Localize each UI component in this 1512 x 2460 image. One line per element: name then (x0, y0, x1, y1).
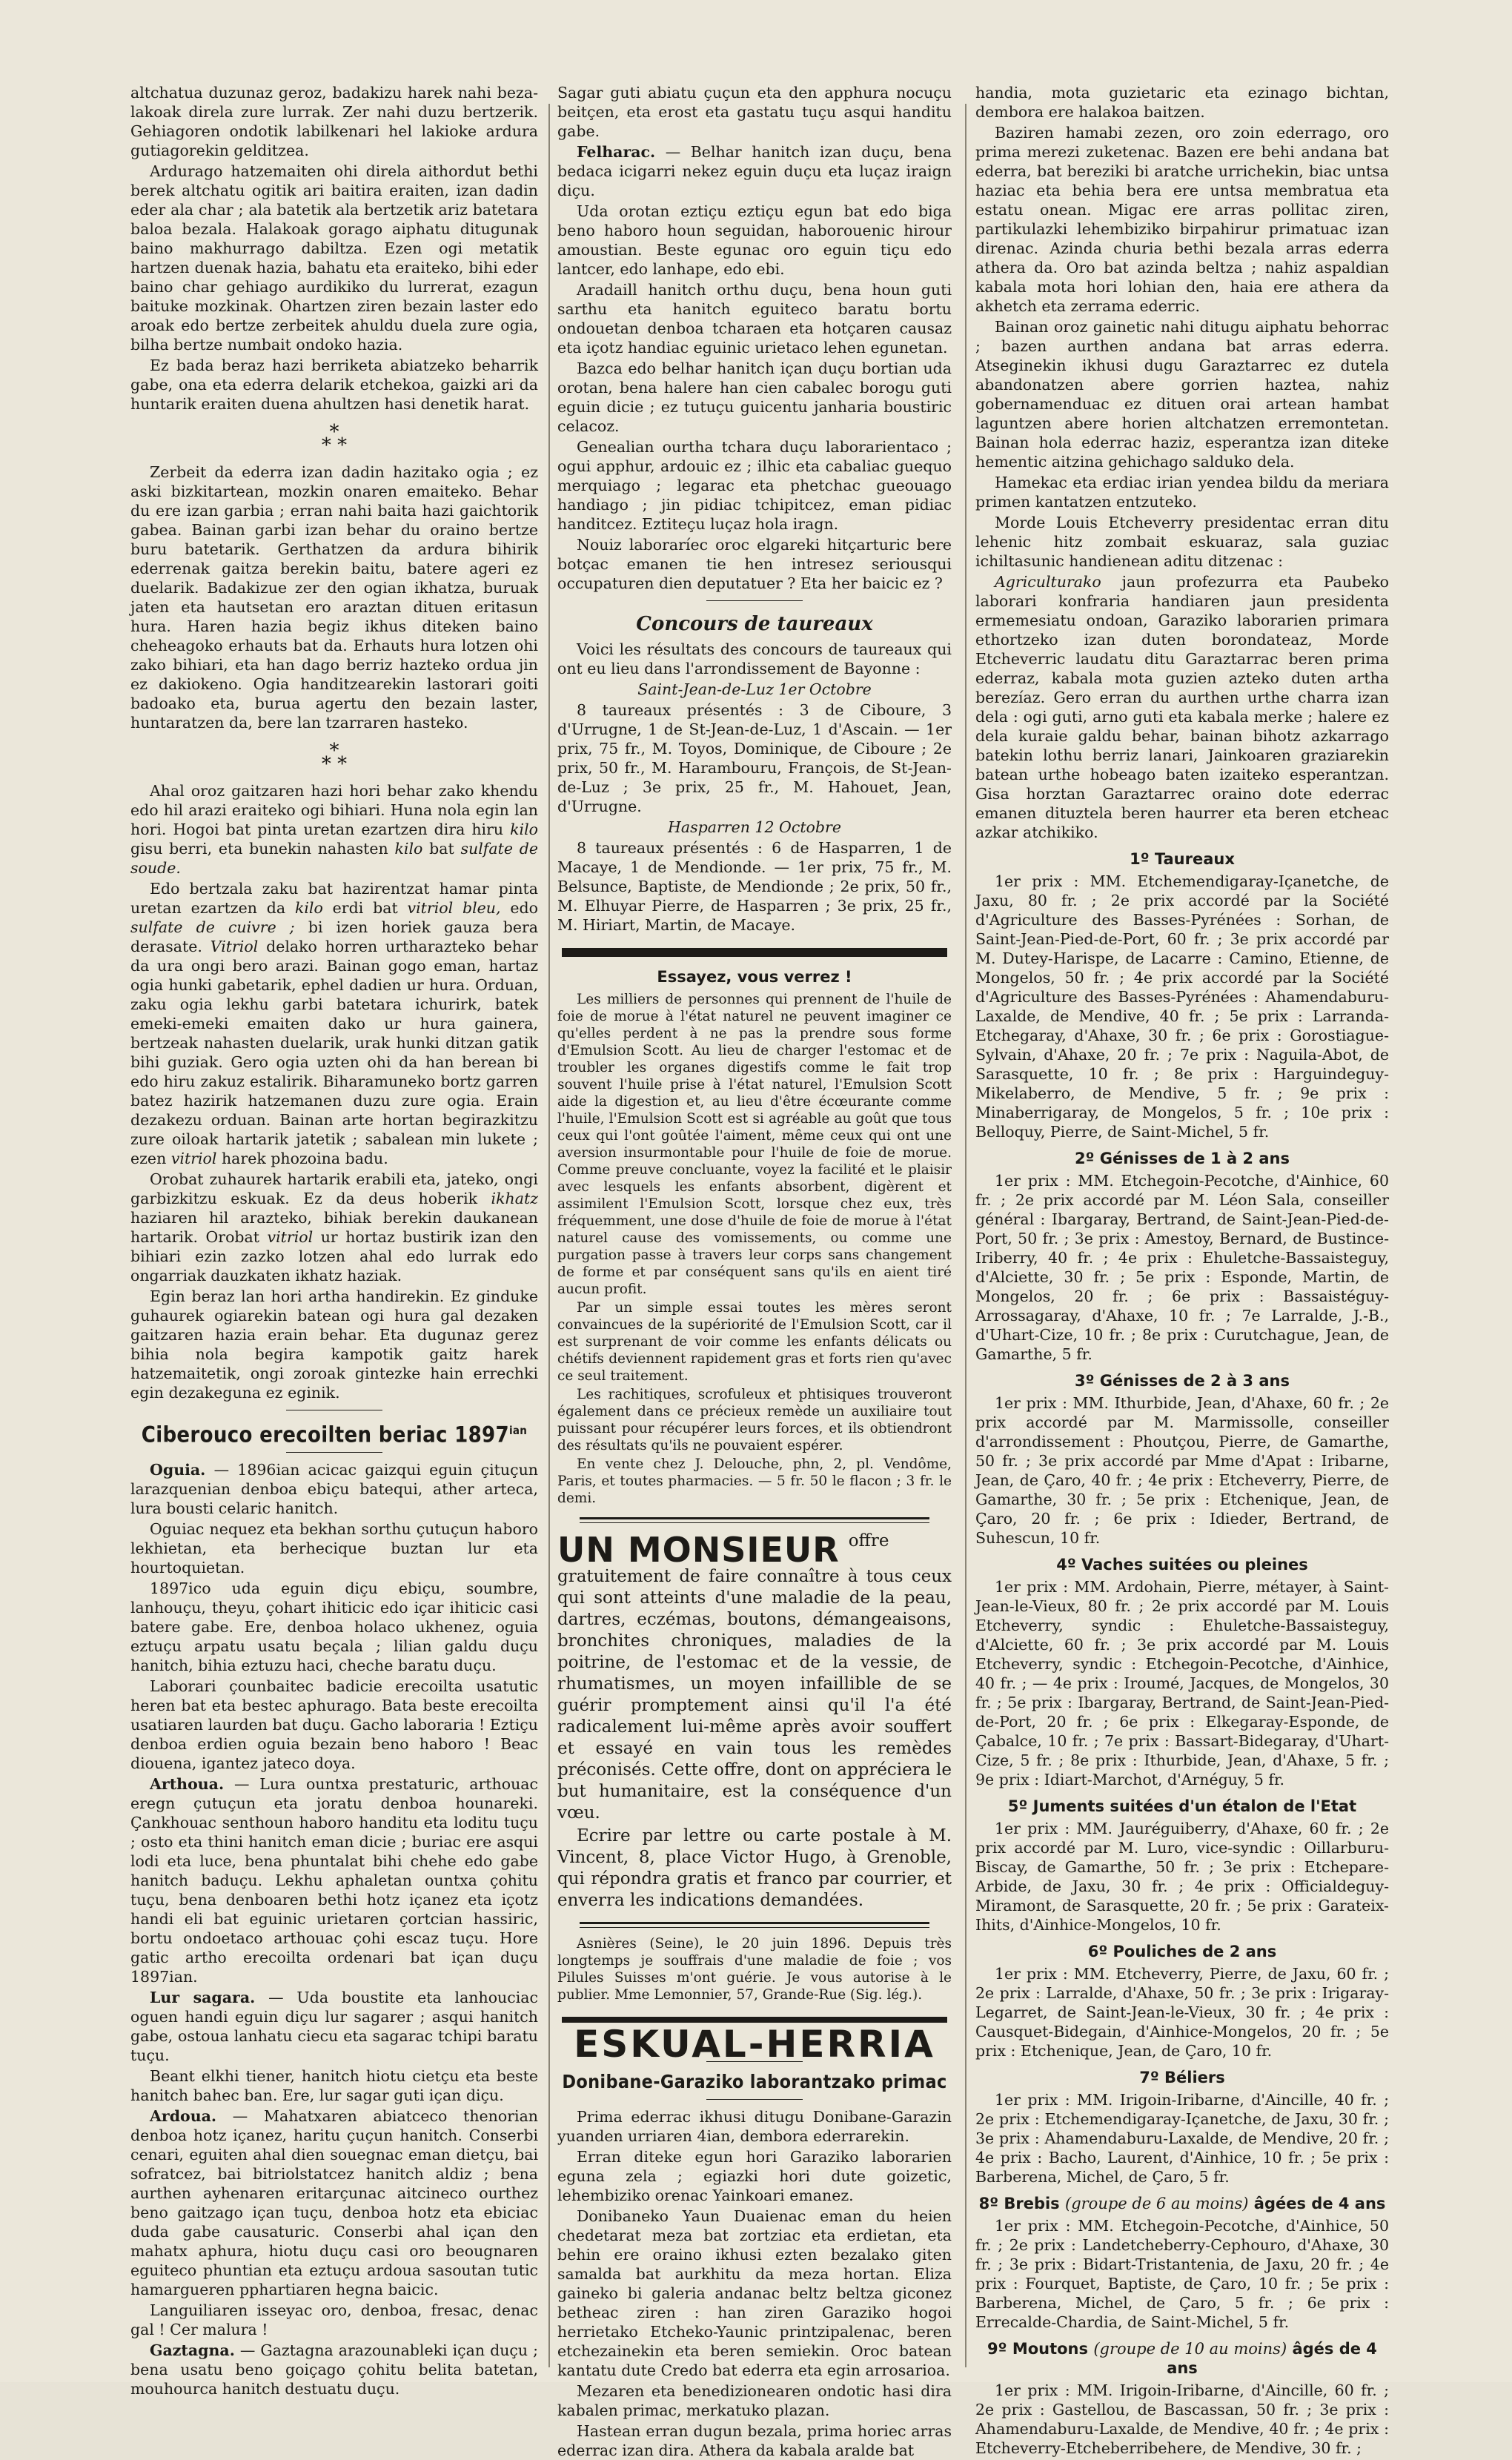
prize-list: 1er prix : MM. Irigoin-Iribarne, d'Aincille, 40 fr. ; 2e prix : Etchemendigaray-Içanetche, de Jaxu, 30 fr. ; 3e prix : Ahamendaburu-Laxalde, de Mendive, 20 fr. ; 4e prix : Bacho, Laurent, d'Ainhice, 10 fr. ; 5e prix : Barberena, Michel, de Çaro, 5 fr. (975, 2091, 1389, 2186)
paragraph: handia, mota guzietaric eta ezinago bichtan, dembora ere halakoa baitzen. (975, 84, 1389, 121)
prize-list: 1er prix : MM. Ithurbide, Jean, d'Ahaxe, 60 fr. ; 2e prix accordé par M. Marmissolle, conseiller d'arrondissement : Phoutçou, Pierre, de Gamarthe, 50 fr. ; 3e prix accordé par Mme d'Apat : Iribarne, Jean, de Çaro, 40 fr. ; 4e prix : Etcheverry, Pierre, de Gamarthe, 30 fr. ; 5e prix : Etchenique, Jean, de Çaro, 20 fr. ; 6e prix : Idieder, Bertrand, de Suhescun, 10 fr. (975, 1394, 1389, 1547)
newspaper-banner: ESKUAL-HERRIA (574, 2023, 935, 2066)
event-subtitle: Saint-Jean-de-Luz 1er Octobre (637, 680, 872, 698)
section-stars: * * * (321, 740, 348, 775)
paragraph: Sagar guti abiatu çuçun eta den apphura nocuçu beitçen, eta erost eta gastatu tuçu asqui handitu gabe. (557, 84, 952, 140)
paragraph: Les milliers de personnes qui prennent de l'huile de foie de morue à l'état naturel ne peuvent imaginer ce qu'elles perdent à ne pas la prendre sous forme d'Emulsion Scott. Au lieu de charger l'estomac et de troubler les organes digestifs comme le fait trop souvent l'huile prise à l'état naturel, l'Emulsion Scott aide la digestion et, au lieu d'être écœurante comme l'huile, l'Emulsion Scott est si agréable au goût que tous ceux qui l'ont goûtée l'aiment, même ceux qui ont une aversion insurmontable pour l'huile de foie de morue. Comme preuve concluante, voyez la facilité et le plaisir avec lesquels les enfants absorbent, digèrent et assimilent l'Emulsion Scott, lorsque chez eux, très fréquemment, une dose d'huile de foie de morue à l'état naturel cause des vomissements, ou comme une purgation passe à travers leur corps sans changement de forme et par conséquent sans qu'ils en aient tiré aucun profit. (557, 992, 952, 1297)
divider (580, 1922, 929, 1928)
banner-divider (562, 2017, 947, 2023)
section-title: 5º Juments suitées d'un étalon de l'Etat (1007, 1797, 1357, 1815)
paragraph: Ahal oroz gaitzaren hazi hori behar zako khendu edo hil arazi eraiteko ogi bihiari. Huna nola egin lan hori. Hogoi bat pinta uretan ezartzen dira hiru kilo gisu berri, eta bunekin nahasten kilo bat sulfate de soude. (130, 782, 538, 877)
article-headline: Ciberouco erecoilten beriac $1897^{ian}$ (141, 1422, 528, 1448)
prize-list: 1er prix : MM. Etcheverry, Pierre, de Jaxu, 60 fr. ; 2e prix : Larralde, d'Ahaxe, 50 fr. ; 3e prix : Irigaray-Legarret, de Saint-Jean-le-Vieux, 30 fr. ; 4e prix : Causquet-Bidegain, d'Ainhice-Mongelos, 20 fr. ; 5e prix : Etchenique, Jean, de Çaro, 10 fr. (975, 1965, 1389, 2060)
paragraph: 8 taureaux présentés : 6 de Hasparren, 1 de Macaye, 1 de Mendionde. — 1er prix, 75 fr., M. Belsunce, Baptiste, de Mendionde ; 2e prix, 50 fr., M. Elhuyar Pierre, de Hasparren ; 3e prix, 25 fr., M. Hiriart, Martin, de Macaye. (557, 839, 952, 934)
paragraph: Laborari çounbaitec badicie erecoilta usatutic heren bat eta bestec aphurago. Bata beste erecoilta usatiaren laurden bat duçu. Gacho laboraria ! Eztiçu denboa erdien oguia bezain beno haboro ! Beac diouena, igantez jateco doya. (130, 1677, 538, 1772)
paragraph: Voici les résultats des concours de taureaux qui ont eu lieu dans l'arrondissement de Bayonne : (557, 640, 952, 677)
paragraph: Morde Louis Etcheverry presidentac erran ditu lehenic hitz zombait eskuaraz, sala guziac ichiltasunic handienean aditu ditzenac : (975, 514, 1389, 570)
ad-divider (562, 948, 947, 957)
ad-headline: Essayez, vous verrez ! (657, 968, 852, 986)
paragraph: Hamekac eta erdiac irian yendea bildu da meriara primen kantatzen entzuteko. (975, 474, 1389, 511)
section-title: 8º Brebis (groupe de 6 au moins) âgées de 4 ans (978, 2195, 1386, 2212)
column-3 (975, 83, 1389, 2457)
prize-list: 1er prix : MM. Ardohain, Pierre, métayer, à Saint-Jean-le-Vieux, 80 fr. ; 2e prix accordé par M. Louis Etcheverry, syndic : Ehuletche-Bassaisteguy, d'Alciette, 60 fr. ; 3e prix accordé par M. Louis Etcheverry, syndic : Etchegoin-Pecotche, d'Ainhice, 40 fr. ; — 4e prix : Iroumé, Jacques, de Mongelos, 30 fr. ; 5e prix : Ibargaray, Bertrand, de Saint-Jean-Pied-de-Port, 20 fr. ; 6e prix : Elkegaray-Esponde, de Çabalce, 10 fr. ; 7e prix : Bassart-Bidegaray, d'Uhart-Cize, 5 fr. ; 8e prix : Ithurbide, Jean, d'Ahaxe, 5 fr. ; 9e prix : Idiart-Marchot, d'Arnéguy, 5 fr. (975, 1578, 1389, 1788)
section-title: 1º Taureaux (1130, 850, 1235, 868)
concours-headline: Concours de taureaux (636, 613, 873, 635)
paragraph: En vente chez J. Delouche, phn, 2, pl. Vendôme, Paris, et toutes pharmacies. — 5 fr. 50 le flacon ; 3 fr. le demi. (557, 1456, 952, 1506)
column-1 (130, 83, 538, 2398)
article-headline: Donibane-Garaziko laborantzako primac (562, 2071, 947, 2092)
paragraph: Bainan oroz gainetic nahi ditugu aiphatu behorrac ; bazen aurthen andana bat arras ederra. Atseginekin ikhusi dugu Garaztarrec ez dutela abandonatzen abere gorrien haztea, nahiz gobernamenduac ez dituen orai artean hambat laguntzen abere horien altchatzen erremontetan. Bainan hola ederrac haziz, esperantza izan diteke hementic aitzina gehichago salduko dela. (975, 318, 1389, 471)
paragraph: 8 taureaux présentés : 3 de Ciboure, 3 d'Urrugne, 1 de St-Jean-de-Luz, 1 d'Ascain. — 1er prix, 75 fr., M. Toyos, Dominique, de Ciboure ; 2e prix, 50 fr., M. Harambouru, François, de St-Jean-de-Luz ; 3e prix, 25 fr., M. Hahouet, Jean, d'Urrugne. (557, 701, 952, 815)
paragraph: Felharac. — Belhar hanitch izan duçu, bena bedaca icigarri nekez eguin duçu eta luçaz iraign diçu. (557, 143, 952, 199)
paragraph: Agriculturako jaun profezurra eta Paubeko laborari konfraria handiaren jaun presidenta ermemesiatu ondoan, Garaziko laborarien primara ethortzeko izan duten borondateaz, Morde Etcheverric laudatu ditu Garaztarrac beren prima ederraz, kabala mota guzien azteko duten artha berezíaz. Gero erran du aurthen urthe charra izan dela : ogi guti, arno guti eta kabala merke ; halere ez dela kuraie galdu behar, bainan bihotz azkarrago batekin lothu berriz lanari, Jainkoaren graziarekin batean urthe hobeago baten izaiteko esperantzan. Gisa horztan Garaztarrec oraino dote ederrac emanen dituztela beren haurrer eta beren etcheac azkar atchikiko. (975, 573, 1389, 841)
paragraph: Bazca edo belhar hanitch içan duçu bortian uda orotan, bena halere han cien cabalec borogu guti eguin dicie ; ez tutuçu guicentu janharia boustiric celacoz. (557, 359, 952, 435)
paragraph: Languiliaren isseyac oro, denboa, fresac, denac gal ! Cer malura ! (130, 2301, 538, 2338)
paragraph: Egin beraz lan hori artha handirekin. Ez ginduke guhaurek ogiarekin batean ogi hura gal dezaken gaitzaren hazia erain behar. Eta dugunaz gerez bihia nola begira kampotik gaitz harek hatzemaitetik, ongi zoroak gintezke hain errechki egin dezakeguna ez eginik. (130, 1287, 538, 1402)
paragraph: Edo bertzala zaku bat hazirentzat hamar pinta uretan ezartzen da kilo erdi bat vitriol bleu, edo sulfate de cuivre ; bi izen horiek gauza bera derasate. Vitriol delako horren urtharazteko behar da ura ongi bero arazi. Bainan gogo eman, hartaz ogia hunki gabetarik, ephel dadien ur hura. Orduan, zaku ogia lekhu garbi batetara ichurirk, batek emeki-emeki emaiten dako ur hura gainera, bertzeak nahasten duelarik, urak hunki ditzan gatik bihi guziak. Gero ogia uzten ohi da han berean bi edo hiru zakuz estalirik. Biharamuneko bortz garren batez hazirik hatzemanen duzu zure ogia. Erain dezakezu orduan. Bainan arte hortan begirazkitzu zure oiloak hartarik jatetik ; sabalean min lukete ; ezen vitriol harek phozoina badu. (130, 880, 538, 1167)
paragraph: Orobat zuhaurek hartarik erabili eta, jateko, ongi garbizkitzu eskuak. Ez da deus hoberik ikhatz haziaren hil arazteko, bihiak berekin daukanean hartarik. Orobat vitriol ur hortaz bustirik izan den bihiari ezin zazko lotzen ahal edo lurrak edo ongarriak dauzkaten ikhatz haziak. (130, 1170, 538, 1284)
ad-un-monsieur (557, 1531, 952, 1912)
prize-list: 1er prix : MM. Etchegoin-Pecotche, d'Ainhice, 50 fr. ; 2e prix : Landetcheberry-Cephouro, d'Ahaxe, 30 fr. ; 3e prix : Bidart-Tristantenia, de Jaxu, 20 fr. ; 4e prix : Fourquet, Baptiste, de Çaro, 10 fr. ; 5e prix : Barberena, Michel, de Çaro, 5 fr. ; 6e prix : Errecalde-Chardia, de Saint-Michel, 5 fr. (975, 2217, 1389, 2331)
paragraph: Ardoua. — Mahatxaren abiatceco thenorian denboa hotz içanez, haritu çuçun hanitch. Conserbi cenari, eguiten ahal dien souegnac eman dietçu, bai sofratcez, bai bitriolstatcez hanitch aldiz ; bena aurthen ayhenaren eritarçunac aitcineco ourthez beno gaitzago içan tuçu, denboa hotz eta ebiciac duda gabe causaturic. Conserbi ahal içan den mahatx aphura, hiotu duçu casi oro beougnaren eguiteco phuntian eta eztuçu ardoua sasoutan tutic hamargueren pphartiaren hegna baicic. (130, 2106, 538, 2298)
prize-list: 1er prix : MM. Jauréguiberry, d'Ahaxe, 60 fr. ; 2e prix accordé par M. Luro, vice-syndic : Oillarburu-Biscay, de Gamarthe, 50 fr. ; 3e prix : Etchepare-Arbide, de Jaxu, 30 fr. ; 4e prix : Officialdeguy-Miramont, de Sarasquette, 20 fr. ; 5e prix : Garateix-Ihits, d'Ainhice-Mongelos, 10 fr. (975, 1820, 1389, 1934)
paragraph: Nouiz laboraríec oroc elgareki hitçarturic bere botçac emanen tie hen intresez seriousqui occupaturen dien deputatuer ? Eta her baicic ez ? (557, 536, 952, 592)
divider (580, 1517, 929, 1523)
paragraph: Genealian ourtha tchara duçu laborarientaco ; ogui apphur, ardouic ez ; ilhic eta cabaliac guequo merquiago ; legarac eta phetchac gueouago handiago ; jin pidiac tchipitcez, eman pidiac handitcez. Eztiteçu luçaz hola iragn. (557, 438, 952, 533)
paragraph: Arthoua. — Lura ountxa prestaturic, arthouac eregn çutuçun eta joratu denboa hounareki. Çankhouac senthoun haboro handitu eta loditu tuçu ; osto eta thini hanitch eman dicie ; buriac ere asqui lodi eta luce, bena phuntalat bihi chehe edo gabe hanitch baduçu. Lekhu aphaletan ountxa çohitu tuçu, bena denboaren bethi hotz içanez eta içotz handi eli bat eguinic urietaren çortcian hassiric, bortu ondoetaco arthouac çohi escaz tuçu. Hore gatic artho erecoilta ordenari bat içan duçu 1897ian. (130, 1774, 538, 1986)
paragraph: Gaztagna. — Gaztagna arazounableki içan duçu ; bena usatu beno goiçago çohitu belita batetan, mouhourca hanitch destuatu duçu. (130, 2341, 538, 2398)
paragraph: Les rachitiques, scrofuleux et phtisiques trouveront également dans ce précieux remède un auxiliaire tout puissant pour récupérer leurs forces, et ils obtiendront des résultats qu'ils ne pouvaient espérer. (557, 1387, 952, 1453)
paragraph: Ardurago hatzemaiten ohi direla aithordut bethi berek altchatu ogitik ari baitira eraiten, izan dadin eder ala char ; ala batetik ala bertzetik ariz batetara baloa bezala. Halakoak gorago aiphatu ditugunak baino makhurrago dabiltza. Ezen ogi metatik hartzen duenak hazia, bahatu eta eraiteko, bihi eder baino char gehiago aurdikiko du lurrerat, ezagun baituke mozkinak. Ohartzen ziren bezain laster edo aroak edo bertze zerbeitek ahuldu duela zure ogia, bilha bertze numbait ondoko hazia. (130, 162, 538, 354)
paragraph: Beant elkhi tiener, hanitch hiotu cietçu eta beste hanitch bahec ban. Ere, lur sagar guti içan diçu. (130, 2066, 538, 2104)
column-rule (548, 104, 550, 2367)
paragraph: Uda orotan eztiçu eztiçu egun bat edo biga beno haboro houn seguidan, haborouenic hirour amoustian. Beste egunac oro eguin tiçu edo lantcer, edo lanhape, edo ebi. (557, 202, 952, 278)
paragraph: Erran diteke egun hori Garaziko laborarien eguna zela ; egiazki hori dute goizetic, lehembiziko orenac Yainkoari emanez. (557, 2148, 952, 2204)
paragraph: Asnières (Seine), le 20 juin 1896. Depuis très longtemps je souffrais d'une maladie de foie ; vos Pilules Suisses m'ont guérie. Je vous autorise à le publier. Mme Lemonnier, 57, Grande-Rue (Sig. lég.). (557, 1936, 952, 2003)
column-rule (965, 104, 966, 2367)
paragraph: Oguiac nequez eta bekhan sorthu çutuçun haboro lekhietan, eta berhecique buztan lur eta hourtoquietan. (130, 1519, 538, 1577)
paragraph: Hastean erran dugun bezala, prima horiec arras ederrac izan dira. Athera da kabala aralde bat (557, 2422, 952, 2459)
paragraph: Donibaneko Yaun Duaienac eman du heien chedetarat meza bat zortziac eta erdietan, eta behin ere oraino ikhusi ezten bezalako giten samalda bat aurkhitu da meza hortan. Eliza gaineko bi galeria andanac beltz beltza giconez betheac ziren : han ziren Garaziko hogoi herrietako Etcheko-Yaunic printzipalenac, beren etchezainekin eta beren semiekin. Oroc batean kantatu dute Credo bat ederra eta egin arrosarioa. (557, 2207, 952, 2379)
divider (706, 600, 803, 601)
divider (286, 1452, 382, 1453)
section-title: 9º Moutons (groupe de 10 au moins) âgés de 4 ans (987, 2340, 1377, 2377)
section-title: 4º Vaches suitées ou pleines (1056, 1556, 1308, 1574)
paragraph: altchatua duzunaz geroz, badakizu harek nahi beza-lakoak direla zure lurrak. Zer nahi duzu bertzerik. Gehiagoren ondotik labilkenari hel lakioke ardura gutiagorekin gelditzea. (130, 84, 538, 159)
paragraph: Ez bada beraz hazi berriketa abiatzeko beharrik gabe, ona eta ederra delarik etchekoa, gaizki ari da huntarik eraiten duena ahultzen hasi denetik harat. (130, 357, 538, 413)
paragraph: Baziren hamabi zezen, oro zoin ederrago, oro prima merezi zuketenac. Bazen ere behi andana bat ederra, bat bereziki bi aratche urrichekin, biac untsa haziac eta behia bera ere untsa membratua eta estatu onean. Migac ere arras pollitac ziren, partikulazki lehembiziko birpahirur primatuac izan direnac. Azinda churia bethi bezala arras ederra athera da. Oro bat azinda beltza ; nahiz aspaldian kabala mota hori lohian den, haia ere athera da akhetch eta zerrama ederric. (975, 124, 1389, 315)
paragraph: 1897ico uda eguin diçu ebiçu, soumbre, lanhouçu, theyu, çohart ihiticic edo içar ihiticic casi batere gabe. Ere, denboa holaco ukhenez, oguia eztuçu arpatu usatu beçala ; lilian galdu duçu hanitch, bihia eztuzu haci, cheche baratu duçu. (130, 1579, 538, 1674)
divider (706, 2099, 803, 2100)
ad-emulsion-scott (557, 991, 952, 1507)
column-2 (557, 83, 952, 2459)
section-title: 2º Génisses de 1 à 2 ans (1075, 1150, 1290, 1167)
section-stars: * * * (321, 421, 348, 457)
paragraph: Prima ederrac ikhusi ditugu Donibane-Garazin yuanden urriaren 4ian, dembora ederrarekin. (557, 2108, 952, 2145)
paragraph: Aradaill hanitch orthu duçu, bena houn guti sarthu eta hanitch eguiteco baratu bortu ondouetan denboa tcharaen eta hotçaren causaz eta içotz handiac eguinic urietaco lehen egunetan. (557, 281, 952, 357)
section-title: 6º Pouliches de 2 ans (1087, 1943, 1277, 1960)
prize-list: 1er prix : MM. Etchemendigaray-Içanetche, de Jaxu, 80 fr. ; 2e prix accordé par la Société d'Agriculture des Basses-Pyrénées : Sorhan, de Saint-Jean-Pied-de-Port, 60 fr. ; 3e prix accordé par M. Dutey-Harispe, de Lacarre : Camino, Etienne, de Mongelos, 50 fr. ; 4e prix accordé par la Société d'Agriculture des Basses-Pyrénées : Ahamendaburu-Laxalde, de Mendive, 40 fr. ; 5e prix : Larranda-Etchegaray, d'Ahaxe, 30 fr. ; 6e prix : Gorostiague-Sylvain, d'Ahaxe, 20 fr. ; 7e prix : Naguila-Abot, de Sarasquette, 10 fr. ; 8e prix : Harguindeguy-Mikelaberro, de Mendive, 5 fr. ; 9e prix : Minaberrigaray, de Mongelos, 5 fr. ; 10e prix : Belloquy, Pierre, de Saint-Michel, 5 fr. (975, 872, 1389, 1141)
event-subtitle: Hasparren 12 Octobre (668, 818, 841, 836)
paragraph: UN MONSIEUR offre gratuitement de faire connaître à tous ceux qui sont atteints d'une maladie de la peau, dartres, eczémas, boutons, démangeaisons, bronchites chroniques, maladies de la poitrine, de l'estomac et de la vessie, de rhumatismes, un moyen infaillible de se guérir promptement ainsi qu'il l'a été radicalement lui-même après avoir souffert et essayé en vain tous les remèdes préconisés. Cette offre, dont on appréciera le but humanitaire, est la conséquence d'un vœu. (557, 1530, 952, 1823)
paragraph: Oguia. — 1896ian acicac gaizqui eguin çituçun larazquenian denboa ebiçu batequi, ather arteca, lura bousti celaric hanitch. (130, 1460, 538, 1517)
prize-list: 1er prix : MM. Irigoin-Iribarne, d'Aincille, 60 fr. ; 2e prix : Gastellou, de Bascassan, 50 fr. ; 3e prix : Ahamendaburu-Laxalde, de Mendive, 40 fr. ; 4e prix : Etcheverry-Etcheberribehere, de Mendive, 30 fr. ; (975, 2381, 1389, 2457)
paragraph: Ecrire par lettre ou carte postale à M. Vincent, 8, place Victor Hugo, à Grenoble, qui répondra gratis et franco par courrier, et enverra les indications demandées. (557, 1826, 952, 1910)
paragraph: Mezaren eta benedizionearen ondotic hasi dira kabalen primac, merkatuko plazan. (557, 2382, 952, 2419)
section-title: 3º Génisses de 2 à 3 ans (1075, 1372, 1290, 1390)
paragraph: Zerbeit da ederra izan dadin hazitako ogia ; ez aski bizkitartean, mozkin onaren emaiteko. Behar du ere izan garbia ; erran nahi baita hazi gaichtorik gabea. Bainan garbi izan behar du oraino bertze buru batetarik. Gerthatzen da ardura bihirik ederrenak gaitza berekin baitu, batere ageri ez duelarik. Badakizue zer den ogian ikhatza, buruak jaten eta hautsetan ero araztan dituen eritasun hura. Haren hazia begiz ikhus diteken baino cheheagoko erhauts bat da. Erhauts hura lotzen ohi zako bihiari, eta han dago berriz hazteko ordua jin ez dakiokeno. Ogia handitzearekin lastorari goiti badoako eta, burua agertu den bezain laster, huntaratzen da, bere lan tzarraren hasteko. (130, 463, 538, 732)
prize-list: 1er prix : MM. Etchegoin-Pecotche, d'Ainhice, 60 fr. ; 2e prix accordé par M. Léon Sala, conseiller général : Ibargaray, Bertrand, de Saint-Jean-Pied-de-Port, 50 fr. ; 3e prix : Amestoy, Bernard, de Bustince-Iriberry, 40 fr. ; 4e prix : Ehuletche-Bassaisteguy, d'Alciette, 30 fr. ; 5e prix : Esponde, Martin, de Mongelos, 20 fr. ; 6e prix : Bassaistéguy-Arrossagaray, d'Ahaxe, 10 fr. ; 7e Larralde, J.-B., d'Uhart-Cize, 10 fr. ; 8e prix : Curutchague, Jean, de Gamarthe, 5 fr. (975, 1172, 1389, 1363)
section-title: 7º Béliers (1139, 2069, 1225, 2086)
paragraph: Par un simple essai toutes les mères seront convaincues de la supériorité de l'Emulsion Scott, car il est surprenant de voir comme les enfants délicats ou chétifs deviennent rapidement gras et forts rien qu'avec ce seul traitement. (557, 1300, 952, 1384)
paragraph: Lur sagara. — Uda boustite eta lanhouciac oguen handi eguin diçu lur sagarer ; asqui hanitch gabe, ostoua lanhatu ciecu eta sagarac tchipi baratu tuçu. (130, 1988, 538, 2064)
